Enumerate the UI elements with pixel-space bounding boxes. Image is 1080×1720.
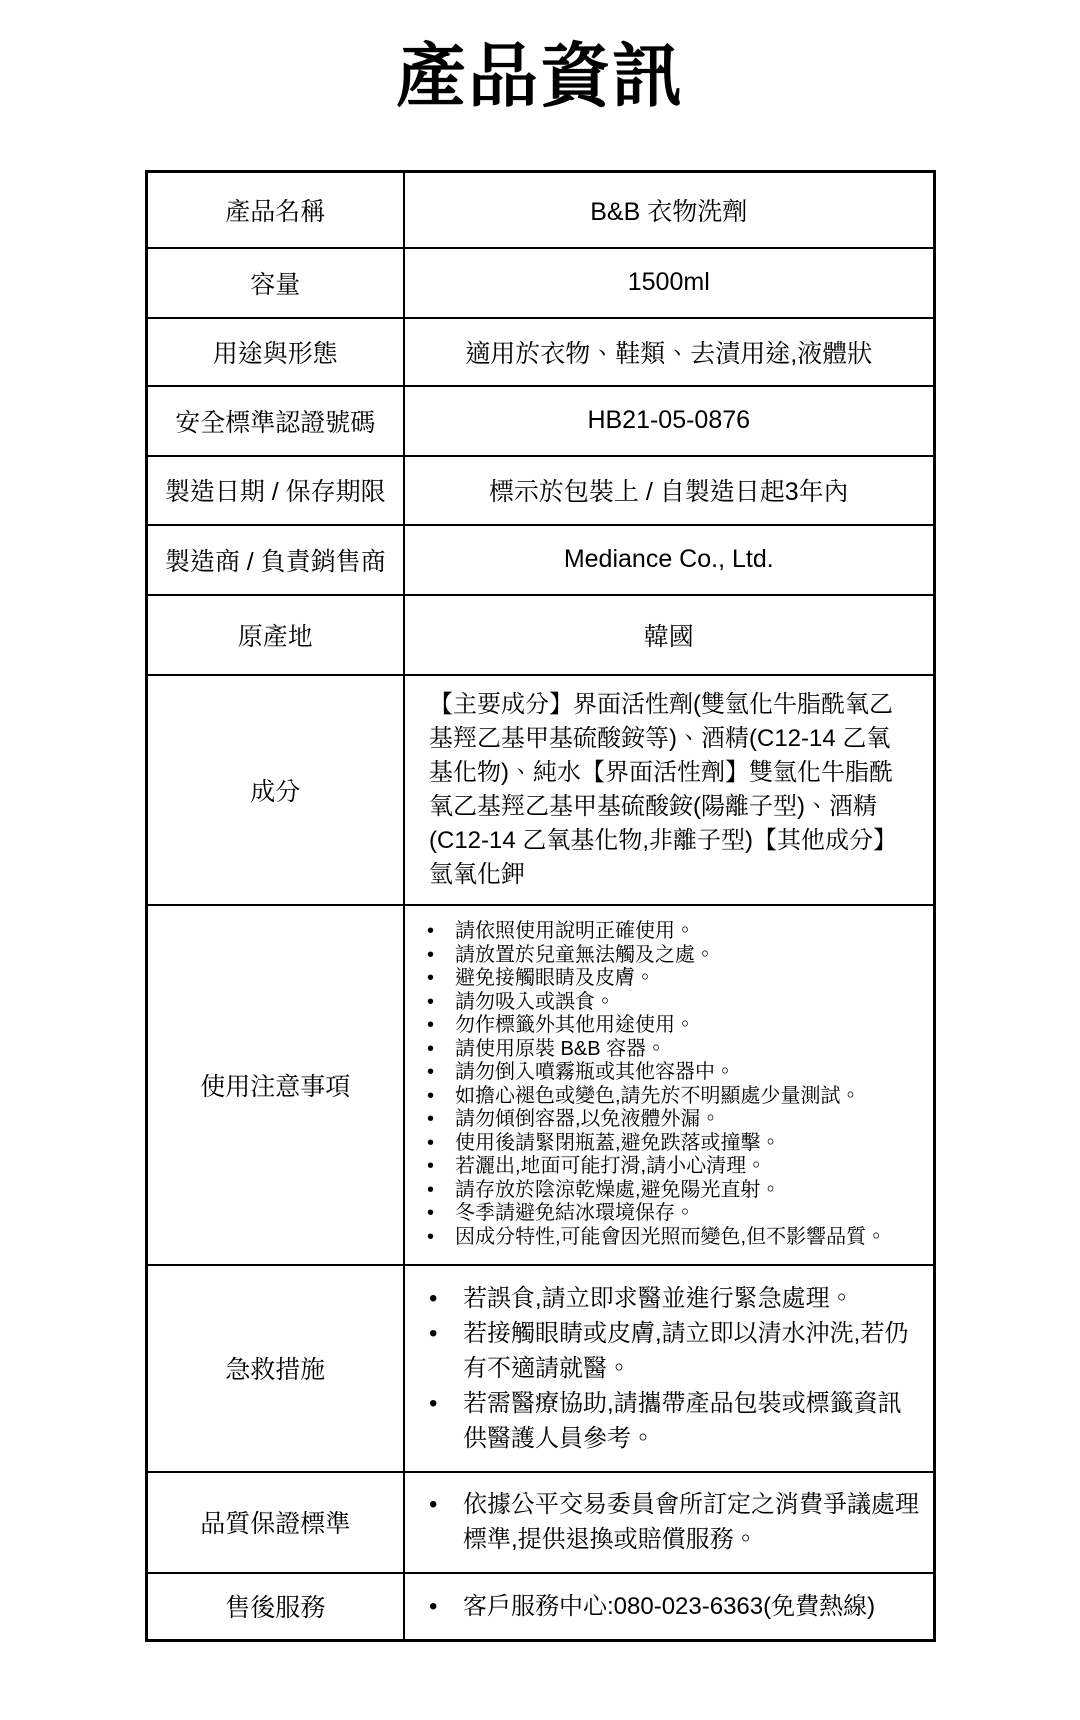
bullet-text: 冬季請避免結冰環境保存。	[455, 1202, 695, 1224]
bullet-text: 若灑出,地面可能打滑,請小心清理。	[455, 1155, 767, 1177]
bullet-icon: •	[427, 1108, 435, 1130]
row-label: 製造商 / 負責銷售商	[146, 525, 404, 595]
bullet-text: 勿作標籤外其他用途使用。	[455, 1014, 695, 1036]
bullet-item	[427, 1202, 925, 1226]
bullet-text: 請使用原裝 B&B 容器。	[455, 1037, 667, 1060]
bullet-icon: •	[427, 1014, 435, 1036]
bullet-item	[429, 1316, 923, 1386]
row-label: 原產地	[146, 595, 404, 675]
table-row	[146, 1472, 934, 1573]
table-row	[146, 525, 934, 595]
row-value	[404, 1265, 934, 1472]
bullet-text: 若需醫療協助,請攜帶產品包裝或標籤資訊供醫護人員參考。	[463, 1389, 902, 1452]
bullet-item	[427, 944, 925, 968]
bullet-text: 請存放於陰涼乾燥處,避免陽光直射。	[455, 1178, 781, 1201]
table-row	[146, 456, 934, 525]
bullet-icon: •	[429, 1592, 438, 1620]
row-value: 適用於衣物、鞋類、去漬用途,液體狀	[404, 318, 934, 386]
table-row	[146, 1265, 934, 1472]
bullet-item	[429, 1386, 923, 1456]
row-value: 【主要成分】界面活性劑(雙氫化牛脂酰氧乙基羥乙基甲基硫酸銨等)、酒精(C12-14 乙氧基化物)、純水【界面活性劑】雙氫化牛脂酰氧乙基羥乙基甲基硫酸銨(陽離子型)、酒精(C12-14 乙氧基化物,非離子型)【其他成分】氫氧化鉀	[404, 675, 934, 905]
table-row	[146, 318, 934, 386]
row-value	[404, 1472, 934, 1573]
bullet-text: 如擔心褪色或變色,請先於不明顯處少量測試。	[455, 1084, 861, 1107]
bullet-text: 請勿傾倒容器,以免液體外漏。	[455, 1108, 721, 1130]
bullet-item	[427, 967, 925, 991]
row-label: 使用注意事項	[146, 905, 404, 1265]
row-label: 用途與形態	[146, 318, 404, 386]
bullet-item	[429, 1487, 923, 1557]
bullet-text: 請勿倒入噴霧瓶或其他容器中。	[455, 1061, 735, 1083]
product-info-table	[145, 170, 936, 1642]
bullet-item	[429, 1589, 923, 1624]
bullet-text: 避免接觸眼睛及皮膚。	[455, 967, 655, 989]
bullet-text: 客戶服務中心:080-023-6363(免費熱線)	[463, 1592, 876, 1620]
bullet-icon: •	[427, 920, 435, 942]
bullet-item	[427, 1155, 925, 1179]
bullet-item	[427, 1226, 925, 1250]
bullet-icon: •	[427, 943, 435, 966]
bullet-item	[427, 1179, 925, 1203]
row-label: 製造日期 / 保存期限	[146, 456, 404, 525]
bullet-item	[427, 1014, 925, 1038]
bullet-text: 使用後請緊閉瓶蓋,避免跌落或撞擊。	[455, 1131, 781, 1154]
row-label: 成分	[146, 675, 404, 905]
row-label: 容量	[146, 248, 404, 318]
table-row	[146, 1573, 934, 1641]
bullet-item	[427, 1108, 925, 1132]
bullet-text: 因成分特性,可能會因光照而變色,但不影響品質。	[455, 1225, 887, 1248]
table-row	[146, 905, 934, 1265]
row-value: HB21-05-0876	[404, 386, 934, 456]
bullet-icon: •	[427, 990, 435, 1013]
row-label: 安全標準認證號碼	[146, 386, 404, 456]
bullet-text: 請勿吸入或誤食。	[455, 990, 615, 1013]
bullet-icon: •	[427, 1155, 435, 1177]
page-title: 產品資訊	[396, 37, 684, 115]
bullet-text: 若誤食,請立即求醫並進行緊急處理。	[463, 1284, 854, 1312]
table-row	[146, 248, 934, 318]
table-row	[146, 386, 934, 456]
bullet-text: 若接觸眼睛或皮膚,請立即以清水沖洗,若仍有不適請就醫。	[463, 1319, 909, 1382]
bullet-item	[427, 1038, 925, 1062]
bullet-icon: •	[427, 1225, 435, 1248]
row-value	[404, 905, 934, 1265]
row-label: 產品名稱	[146, 172, 404, 248]
bullet-item	[427, 1061, 925, 1085]
table-row	[146, 172, 934, 248]
bullet-text: 請放置於兒童無法觸及之處。	[455, 943, 715, 966]
bullet-text: 依據公平交易委員會所訂定之消費爭議處理標準,提供退換或賠償服務。	[463, 1491, 919, 1553]
bullet-item	[427, 920, 925, 944]
row-label: 急救措施	[146, 1265, 404, 1472]
bullet-icon: •	[427, 1037, 435, 1060]
row-value	[404, 1573, 934, 1641]
bullet-item	[427, 1132, 925, 1156]
table-row	[146, 595, 934, 675]
row-value: Mediance Co., Ltd.	[404, 525, 934, 595]
table-row	[146, 675, 934, 905]
bullet-item	[427, 1085, 925, 1109]
bullet-icon: •	[429, 1319, 438, 1347]
bullet-item	[427, 991, 925, 1015]
bullet-icon: •	[427, 1061, 435, 1083]
bullet-icon: •	[427, 1084, 435, 1107]
row-value: 1500ml	[404, 248, 934, 318]
row-label: 品質保證標準	[146, 1472, 404, 1573]
row-label: 售後服務	[146, 1573, 404, 1641]
row-value: 標示於包裝上 / 自製造日起3年內	[404, 456, 934, 525]
row-value: 韓國	[404, 595, 934, 675]
bullet-icon: •	[429, 1284, 438, 1312]
bullet-icon: •	[427, 967, 435, 989]
bullet-icon: •	[427, 1202, 435, 1224]
bullet-item	[429, 1281, 923, 1316]
bullet-icon: •	[427, 1131, 435, 1154]
product-table-body	[146, 172, 934, 1641]
bullet-text: 請依照使用說明正確使用。	[455, 920, 695, 942]
bullet-icon: •	[429, 1389, 438, 1417]
row-value: B&B 衣物洗劑	[404, 172, 934, 248]
bullet-icon: •	[427, 1178, 435, 1201]
bullet-icon: •	[429, 1491, 438, 1518]
